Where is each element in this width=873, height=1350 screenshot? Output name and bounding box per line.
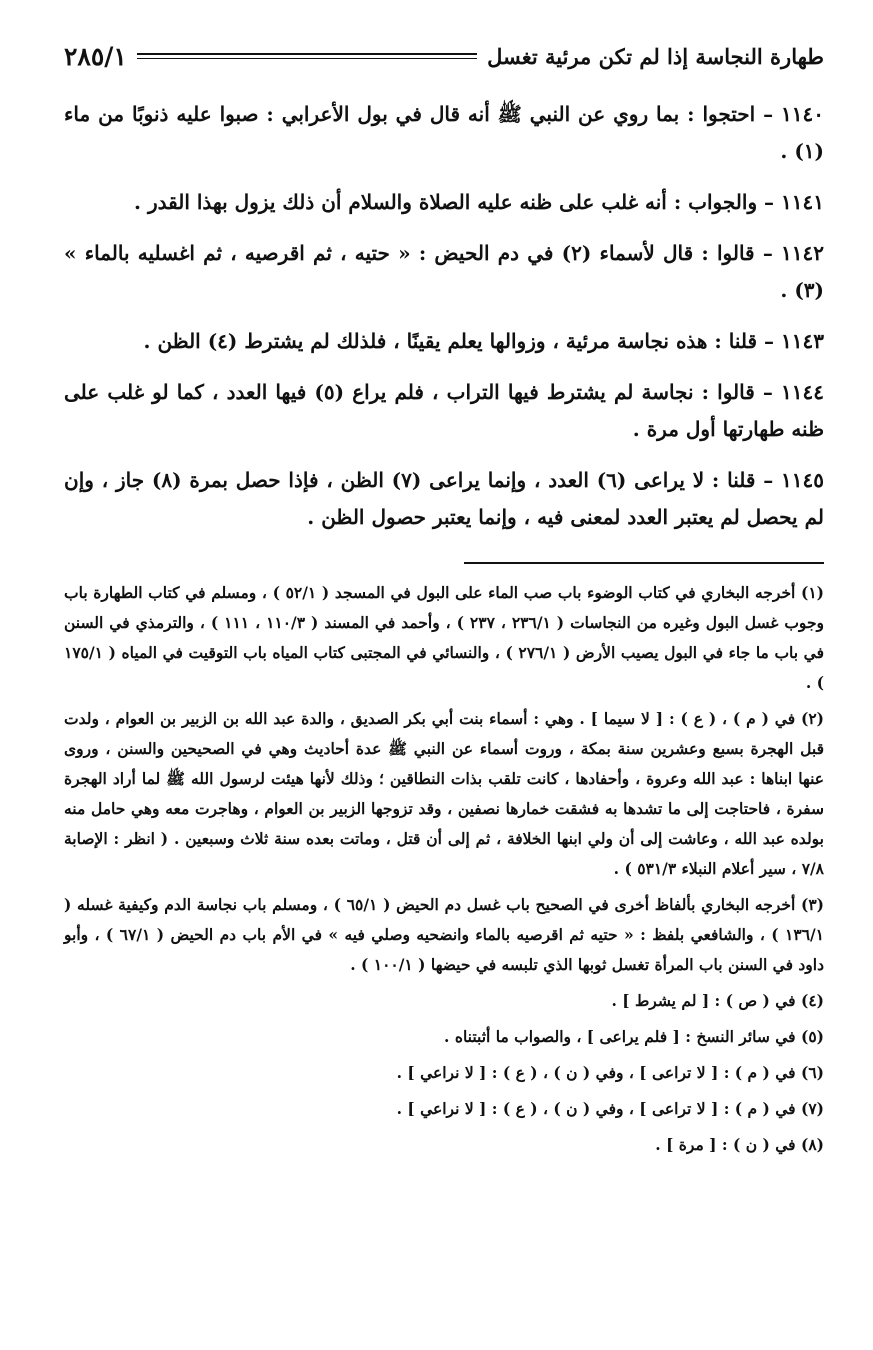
footnote-1: (١) أخرجه البخاري في كتاب الوضوء باب صب الماء على البول في المسجد ( ٥٢/١ ) ، ومسلم في كتاب الطهارة باب وجوب غسل البول وغيره من النجاسات ( ٢٣٦/١ ، ٢٣٧ ) ، وأحمد في المسند ( ١١٠/٣ ، ١١١ ) ، والترمذي في السنن في باب ما جاء في البول يصيب الأرض ( ٢٧٦/١ ) ، والنسائي في المجتبى كتاب المياه باب التوقيت في المياه ( ١٧٥/١ ) .	[64, 583, 825, 692]
paragraph-1143: ١١٤٣ – قلنا : هذه نجاسة مرئية ، وزوالها يعلم يقينًا ، فلذلك لم يشترط (٤) الظن .	[143, 329, 824, 353]
footnote-7: (٧) في ( م ) : [ لا تراعى ] ، وفي ( ن ) ، ( ع ) : [ لا نراعي ] .	[396, 1099, 824, 1118]
book-page	[64, 34, 824, 1334]
footnotes	[64, 578, 824, 1160]
footnote-5: (٥) في سائر النسخ : [ فلم يراعى ] ، والصواب ما أثبتناه .	[444, 1027, 824, 1046]
main-text	[64, 96, 824, 536]
page-number: ٢٨٥/١	[64, 41, 127, 71]
paragraph-1145: ١١٤٥ – قلنا : لا يراعى (٦) العدد ، وإنما يراعى (٧) الظن ، فإذا حصل بمرة (٨) جاز ، وإن لم يحصل لم يعتبر العدد لمعنى فيه ، وإنما يعتبر حصول الظن .	[64, 468, 824, 529]
paragraph-1140: ١١٤٠ – احتجوا : بما روي عن النبي ﷺ أنه قال في بول الأعرابي : صبوا عليه ذنوبًا من ماء (١) .	[64, 102, 824, 163]
running-header	[64, 34, 824, 78]
footnote-3: (٣) أخرجه البخاري بألفاظ أخرى في الصحيح باب غسل دم الحيض ( ٦٥/١ ) ، ومسلم باب نجاسة الدم وكيفية غسله ( ١٣٦/١ ) ، والشافعي بلفظ : « حتيه ثم اقرصيه بالماء وانضحيه وصلي فيه » في الأم باب دم الحيض ( ٦٧/١ ) ، وأبو داود في السنن باب المرأة تغسل ثوبها الذي تلبسه في حيضها ( ١٠٠/١ ) .	[64, 895, 825, 974]
footnote-2: (٢) في ( م ) ، ( ع ) : [ لا سيما ] . وهي : أسماء بنت أبي بكر الصديق ، والدة عبد الله بن الزبير بن العوام ، ولدت قبل الهجرة بسبع وعشرين سنة بمكة ، وروت أسماء عن النبي ﷺ عدة أحاديث وهي في الصحيحين والسنن ، وروى عنها ابناها : عبد الله وعروة ، وأحفادها ، كانت تلقب بذات النطاقين ؛ وذلك لأنها هيئت لرسول الله ﷺ لما أراد الهجرة سفرة ، فاحتاجت إلى ما تشدها به فشقت خمارها نصفين ، وقد تزوجها الزبير بن العوام ، وهاجرت معه وهي حامل منه بولده عبد الله ، وعاشت إلى أن ولي ابنها الخلافة ، ثم إلى أن قتل ، وماتت بعده سنة ثلاث وسبعين . ( انظر : الإصابة ٧/٨ ، سير أعلام النبلاء ٥٣١/٣ ) .	[64, 709, 824, 878]
running-title: طهارة النجاسة إذا لم تكن مرئية تغسل	[487, 43, 824, 69]
footnote-6: (٦) في ( م ) : [ لا تراعى ] ، وفي ( ن ) ، ( ع ) : [ لا نراعي ] .	[396, 1063, 824, 1082]
paragraph-1141: ١١٤١ – والجواب : أنه غلب على ظنه عليه الصلاة والسلام أن ذلك يزول بهذا القدر .	[134, 190, 824, 214]
footnote-4: (٤) في ( ص ) : [ لم يشرط ] .	[611, 991, 824, 1010]
footnote-separator	[464, 562, 824, 564]
header-rule	[137, 53, 477, 59]
footnote-8: (٨) في ( ن ) : [ مرة ] .	[655, 1135, 824, 1154]
paragraph-1142: ١١٤٢ – قالوا : قال لأسماء (٢) في دم الحيض : « حتيه ، ثم اقرصيه ، ثم اغسليه بالماء » (٣) .	[64, 241, 824, 302]
paragraph-1144: ١١٤٤ – قالوا : نجاسة لم يشترط فيها التراب ، فلم يراع (٥) فيها العدد ، كما لو غلب على ظنه طهارتها أول مرة .	[64, 380, 824, 441]
